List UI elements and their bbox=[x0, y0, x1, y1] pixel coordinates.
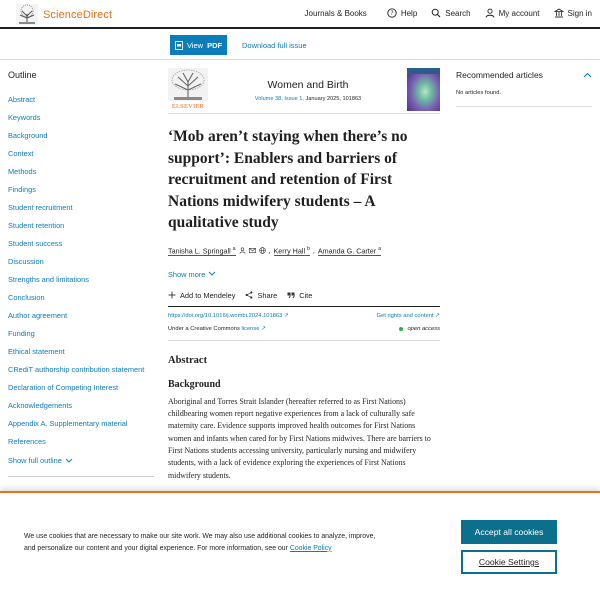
cover-band bbox=[407, 68, 440, 74]
outline-item[interactable]: Author agreement bbox=[8, 311, 68, 320]
recommended-header[interactable] bbox=[456, 66, 592, 80]
outline-title: Outline bbox=[8, 70, 37, 80]
cite-label: Cite bbox=[299, 290, 313, 300]
institution-icon bbox=[554, 8, 564, 18]
open-access-badge bbox=[399, 326, 440, 332]
outline-item[interactable]: Context bbox=[8, 149, 34, 158]
author-1-sup: a bbox=[232, 245, 236, 252]
background-heading: Background bbox=[168, 378, 221, 390]
help-label: Help bbox=[400, 8, 418, 18]
open-access-dot bbox=[399, 327, 403, 331]
person-icon[interactable] bbox=[239, 247, 246, 254]
open-access-label: open access bbox=[407, 325, 440, 332]
outline-item[interactable]: References bbox=[8, 437, 46, 446]
outline-sidebar bbox=[8, 70, 154, 465]
elsevier-tree-icon bbox=[168, 68, 208, 101]
recommended-panel bbox=[456, 66, 592, 107]
brand-name: ScienceDirect bbox=[43, 8, 113, 21]
search-label: Search bbox=[445, 8, 471, 18]
help-icon bbox=[387, 8, 397, 18]
outline-item[interactable]: CRediT authorship contribution statement bbox=[8, 365, 145, 374]
show-full-outline-button[interactable] bbox=[8, 456, 154, 465]
cookie-text bbox=[24, 531, 384, 554]
author-3-sup: a bbox=[378, 245, 381, 252]
outline-item[interactable]: Acknowledgements bbox=[8, 401, 73, 410]
share-button[interactable] bbox=[245, 291, 277, 300]
issue-date: January 2025, 101863 bbox=[305, 96, 362, 102]
author-2-sup: b bbox=[307, 245, 310, 252]
journal-name[interactable]: Women and Birth bbox=[267, 79, 349, 91]
doi-row bbox=[168, 306, 440, 319]
search-icon bbox=[431, 8, 441, 18]
outline-item[interactable]: Background bbox=[8, 131, 48, 140]
author-1-name: Tanisha L. Springall bbox=[168, 245, 231, 255]
share-icon bbox=[245, 291, 253, 299]
journal-meta bbox=[248, 96, 368, 102]
chevron-down-icon bbox=[65, 458, 73, 464]
journal-header bbox=[168, 66, 440, 114]
view-pdf-prefix: View bbox=[186, 40, 204, 50]
license-link[interactable]: license ↗ bbox=[241, 325, 266, 332]
journals-books-link[interactable]: Journals & Books bbox=[304, 8, 367, 18]
outline-item[interactable]: Appendix A. Supplementary material bbox=[8, 419, 128, 428]
no-articles-message: No articles found. bbox=[456, 90, 592, 107]
top-nav bbox=[305, 8, 592, 18]
quote-icon bbox=[287, 291, 295, 299]
abstract-heading: Abstract bbox=[168, 354, 208, 366]
elsevier-logo[interactable] bbox=[168, 68, 208, 110]
globe-icon[interactable] bbox=[259, 247, 266, 254]
outline-list bbox=[8, 94, 154, 454]
outline-item[interactable]: Findings bbox=[8, 185, 36, 194]
chevron-up-icon[interactable] bbox=[583, 71, 592, 80]
outline-item[interactable]: Strengths and limitations bbox=[8, 275, 89, 284]
show-full-outline-label: Show full outline bbox=[8, 456, 62, 465]
author-1[interactable] bbox=[168, 246, 236, 256]
author-2-name: Kerry Hall bbox=[273, 245, 306, 255]
top-header bbox=[0, 0, 600, 29]
license-link-text: license bbox=[241, 325, 260, 332]
recommended-title: Recommended articles bbox=[456, 70, 543, 80]
search-link[interactable] bbox=[431, 8, 470, 18]
get-rights-text: Get rights and content bbox=[376, 312, 434, 319]
author-3-name: Amanda G. Carter bbox=[317, 245, 377, 255]
outline-item[interactable]: Methods bbox=[8, 167, 37, 176]
sign-in-label: Sign in bbox=[567, 8, 592, 18]
chevron-down-icon bbox=[208, 271, 216, 277]
get-rights-link[interactable]: Get rights and content ↗ bbox=[376, 312, 440, 319]
share-label: Share bbox=[257, 290, 278, 300]
download-full-issue-link[interactable]: Download full issue bbox=[242, 41, 307, 50]
help-link[interactable] bbox=[387, 8, 417, 18]
license-row bbox=[168, 326, 440, 341]
cookie-text-body: We use cookies that are necessary to make our site work. We may also use additional cookies to analyze, improve, and personalize our content and your digital experience. For more information, see our bbox=[24, 533, 376, 552]
volume-issue-link[interactable]: Volume 38, Issue 1, bbox=[254, 96, 304, 102]
article-main bbox=[168, 66, 440, 482]
pdf-icon bbox=[175, 41, 183, 50]
author-3[interactable] bbox=[318, 246, 381, 256]
outline-item[interactable]: Discussion bbox=[8, 257, 44, 266]
plus-icon bbox=[168, 291, 176, 299]
outline-item[interactable]: Conclusion bbox=[8, 293, 45, 302]
sciencedirect-logo[interactable] bbox=[16, 4, 112, 25]
elsevier-tree-icon bbox=[16, 4, 38, 25]
background-paragraph: Aboriginal and Torres Strait Islander (hereafter referred to as First Nations) childbearing women report negative experiences from a lack of culturally safe maternity care. Evidence supports improved health outcomes for First Nations women and infants when cared for by First Nations midwives. There are barriers to First Nations students accessing university, particularly nursing and midwifery students, with a lack of evidence exploring the experiences of First Nations midwifery students. bbox=[168, 396, 431, 480]
outline-item[interactable]: Declaration of Competing Interest bbox=[8, 383, 119, 392]
outline-item[interactable]: Student recruitment bbox=[8, 203, 73, 212]
user-icon bbox=[485, 8, 495, 18]
license-prefix: Under a Creative Commons bbox=[168, 325, 240, 332]
outline-item[interactable]: Student retention bbox=[8, 221, 65, 230]
show-more-button[interactable] bbox=[168, 270, 440, 279]
article-toolbar bbox=[0, 30, 600, 60]
add-to-mendeley-label: Add to Mendeley bbox=[180, 290, 236, 300]
journal-cover-image[interactable] bbox=[407, 68, 440, 111]
sign-in-link[interactable] bbox=[554, 8, 592, 18]
outline-divider bbox=[8, 476, 154, 477]
author-list: Tanisha L. Springall $^a$ , Kerry Hall $^b$ , Amanda G. Carter $^a$ bbox=[168, 245, 381, 256]
outline-item[interactable]: Abstract bbox=[8, 95, 36, 104]
doi-text: https://doi.org/10.1016/j.wombi.2024.101863 bbox=[168, 312, 283, 319]
author-2[interactable] bbox=[274, 246, 310, 256]
cookie-settings-button[interactable]: Cookie Settings bbox=[461, 550, 557, 574]
cite-button[interactable] bbox=[287, 291, 312, 300]
add-to-mendeley-button[interactable] bbox=[168, 291, 235, 300]
accept-all-cookies-button[interactable]: Accept all cookies bbox=[461, 520, 557, 544]
outline-item[interactable]: Student success bbox=[8, 239, 63, 248]
show-more-label: Show more bbox=[168, 269, 206, 279]
email-icon[interactable] bbox=[249, 247, 256, 254]
view-pdf-bold: PDF bbox=[207, 40, 223, 50]
outline-item[interactable]: Ethical statement bbox=[8, 347, 65, 356]
cookie-policy-link[interactable]: Cookie Policy bbox=[289, 544, 332, 552]
cookie-banner bbox=[0, 491, 600, 600]
publisher-word: ELSEVIER bbox=[171, 103, 205, 110]
outline-item[interactable]: Keywords bbox=[8, 113, 41, 122]
my-account-label: My account bbox=[498, 8, 540, 18]
article-actions bbox=[168, 291, 440, 300]
license-text bbox=[168, 326, 266, 332]
outline-item[interactable]: Funding bbox=[8, 329, 35, 338]
article-title: ‘Mob aren’t staying when there’s no support’: Enablers and barriers of recruitment and retention of First Nations midwifery students – A qualitative study bbox=[168, 128, 408, 231]
doi-link[interactable]: https://doi.org/10.1016/j.wombi.2024.101863 ↗ bbox=[168, 312, 289, 319]
outline-next-section-clipped bbox=[8, 484, 10, 490]
my-account-link[interactable] bbox=[485, 8, 540, 18]
view-pdf-button[interactable] bbox=[170, 35, 227, 55]
svg-text:?: ? bbox=[390, 10, 394, 18]
